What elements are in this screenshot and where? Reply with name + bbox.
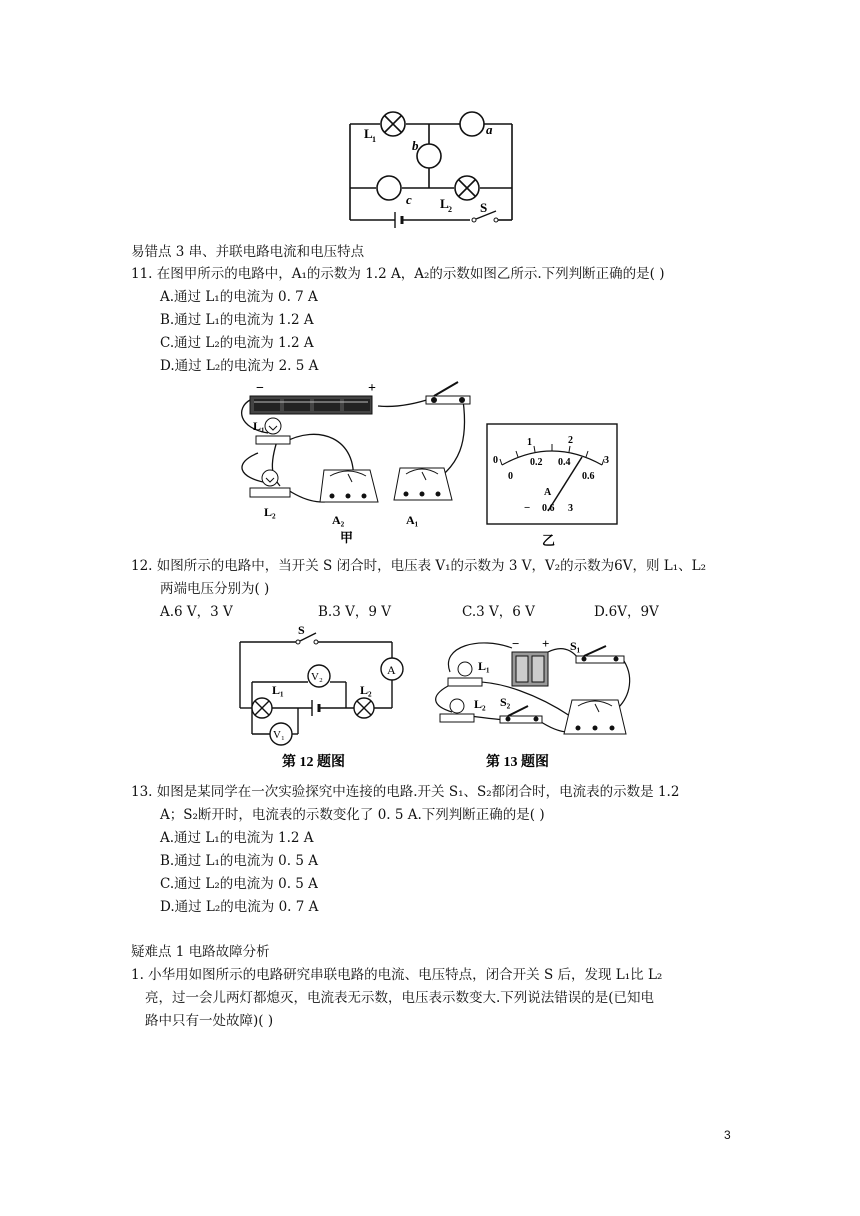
label-L1: L [364, 126, 373, 141]
q12-stem-line2: 两端电压分别为( ) [160, 581, 270, 597]
ammeter-A2-icon [320, 470, 378, 502]
label-L2: L [440, 196, 449, 211]
element-a-icon [460, 112, 484, 136]
top-circuit-diagram [340, 108, 530, 228]
q11-option-d: D.通过 L₂的电流为 2. 5 A [160, 358, 319, 374]
voltmeter-V1-label: V₁ [273, 729, 285, 741]
label-S: S [298, 624, 305, 637]
q11-figure-yi-meter [486, 423, 618, 549]
battery-pack-icon [250, 396, 372, 414]
q11-stem: 11. 在图甲所示的电路中，A₁的示数为 1.2 A，A₂的示数如图乙所示.下列判断正确的是( ) [131, 266, 665, 282]
lamp-L2-icon [455, 176, 479, 200]
label-jia: 甲 [340, 530, 354, 545]
meter-terminal-06: 0.6 [542, 503, 555, 514]
meter-terminal-3: 3 [568, 503, 573, 514]
q1-line3: 路中只有一处故障)( ) [145, 1013, 274, 1029]
q13-stem-line1: 13. 如图是某同学在一次实验探究中连接的电路.开关 S₁、S₂都闭合时，电流表的示数是 1.2 [131, 784, 680, 800]
q13-option-c: C.通过 L₂的电流为 0. 5 A [160, 876, 318, 892]
switch-icon [426, 382, 470, 404]
battery-plus: + [542, 636, 550, 651]
voltmeter-V1-icon [270, 723, 292, 745]
label-yi: 乙 [542, 533, 556, 548]
q13-apparatus-figure [430, 636, 640, 772]
meter-bottom-04: 0.4 [558, 457, 571, 468]
ammeter-icon [564, 700, 626, 734]
label-S2: S₂ [500, 695, 511, 709]
meter-top-0: 0 [493, 455, 498, 466]
q12-option-b: B.3 V，9 V [318, 604, 391, 620]
page-number: 3 [724, 1128, 731, 1142]
label-L1: L₁ [272, 683, 284, 697]
label-L1: L₁ [478, 659, 490, 673]
q12-caption: 第 12 题图 [282, 755, 345, 770]
element-c-icon [377, 176, 401, 200]
switch-S1-icon [576, 646, 624, 663]
meter-bottom-02: 0.2 [530, 457, 543, 468]
lamp-L1-icon [381, 112, 405, 136]
q13-option-b: B.通过 L₁的电流为 0. 5 A [160, 853, 318, 869]
label-L2: L₂ [264, 505, 276, 519]
battery-minus: − [512, 636, 520, 651]
lamp-L2-icon [354, 698, 374, 718]
q1-line2: 亮，过一会儿两灯都熄灭，电流表无示数，电压表示数变大.下列说法错误的是(已知电 [145, 990, 655, 1006]
meter-top-3: 3 [604, 455, 609, 466]
label-b: b [412, 138, 419, 153]
lamp-L2-icon [250, 470, 290, 497]
label-S1: S₁ [570, 639, 581, 653]
meter-top-1: 1 [527, 437, 532, 448]
q12-stem-line1: 12. 如图所示的电路中，当开关 S 闭合时，电压表 V₁的示数为 3 V，V₂的示数为6V，则 L₁、L₂ [131, 558, 707, 574]
q12-option-c: C.3 V，6 V [462, 604, 535, 620]
q12-option-a: A.6 V，3 V [160, 604, 233, 620]
meter-bottom-06: 0.6 [582, 471, 595, 482]
q11-option-a: A.通过 L₁的电流为 0. 7 A [160, 289, 318, 305]
section-heading-3: 易错点 3 串、并联电路电流和电压特点 [131, 244, 365, 260]
label-A1: A₁ [406, 513, 419, 527]
voltmeter-V2-label: V₂ [311, 671, 323, 683]
meter-terminal-minus: − [524, 502, 531, 514]
ammeter-label: A [387, 663, 396, 677]
q11-figure-jia [228, 378, 478, 548]
lamp-L1-icon [448, 662, 482, 686]
ammeter-icon [381, 658, 403, 680]
voltmeter-V2-icon [308, 665, 330, 687]
label-L1-sub: 1 [372, 135, 376, 144]
battery-plus: + [368, 381, 376, 396]
lamp-L2-icon [440, 699, 474, 722]
q13-caption: 第 13 题图 [486, 755, 549, 770]
label-L2: L₂ [474, 697, 486, 711]
q1-line1: 1. 小华用如图所示的电路研究串联电路的电流、电压特点，闭合开关 S 后，发现 L₁比 L₂ [131, 967, 663, 983]
meter-top-2: 2 [568, 435, 573, 446]
meter-bottom-0: 0 [508, 471, 513, 482]
difficulty-heading-1: 疑难点 1 电路故障分析 [131, 944, 270, 960]
q13-option-a: A.通过 L₁的电流为 1.2 A [160, 830, 314, 846]
label-L1: L₁ [253, 419, 265, 433]
q12-circuit-diagram [232, 624, 412, 772]
q11-option-c: C.通过 L₂的电流为 1.2 A [160, 335, 314, 351]
meter-unit: A [544, 487, 552, 498]
label-L2: L₂ [360, 683, 372, 697]
ammeter-A1-icon [394, 468, 452, 500]
q13-stem-line2: A；S₂断开时，电流表的示数变化了 0. 5 A.下列判断正确的是( ) [160, 807, 545, 823]
label-a: a [486, 122, 493, 137]
element-b-icon [417, 144, 441, 168]
label-c: c [406, 192, 412, 207]
battery-box-icon [512, 652, 548, 686]
q12-option-d: D.6V，9V [594, 604, 659, 620]
lamp-L1-icon [252, 698, 272, 718]
label-A2: A₂ [332, 513, 345, 527]
battery-minus: − [256, 381, 264, 396]
label-S: S [480, 200, 488, 215]
q11-option-b: B.通过 L₁的电流为 1.2 A [160, 312, 314, 328]
q13-option-d: D.通过 L₂的电流为 0. 7 A [160, 899, 319, 915]
label-L2-sub: 2 [448, 205, 452, 214]
